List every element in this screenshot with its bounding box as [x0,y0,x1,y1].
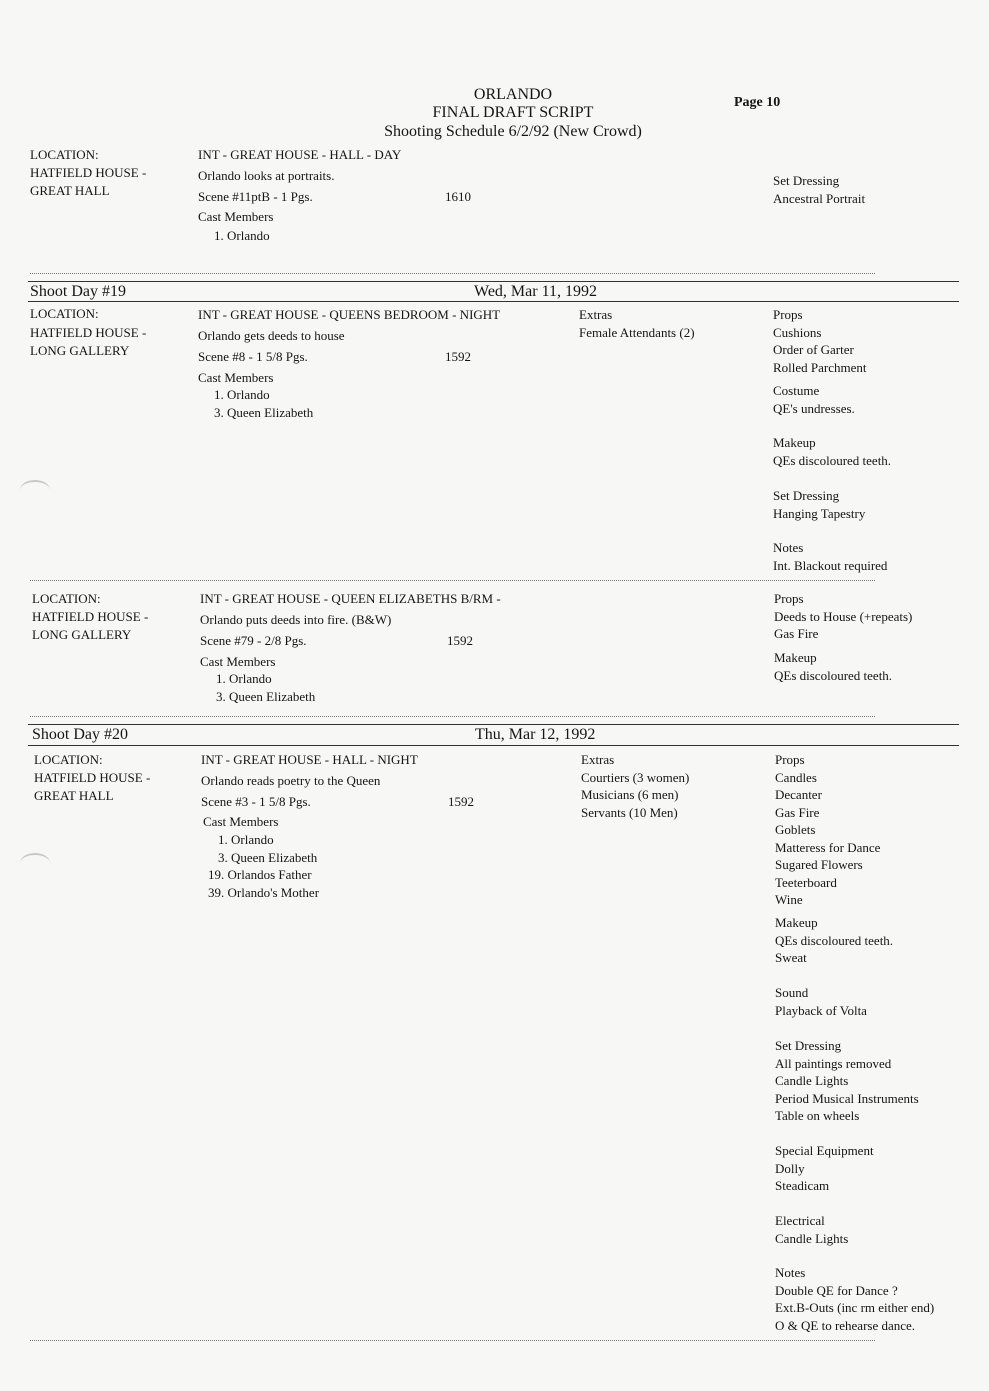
extras-group [581,751,689,821]
extras-item: Courtiers (3 women) [581,769,690,785]
group-title: Electrical [775,1213,825,1228]
set-heading: INT - GREAT HOUSE - QUEENS BEDROOM - NIGHT [198,307,501,322]
group-item: QEs discoloured teeth. [775,932,894,948]
department-group [775,914,893,967]
entry-divider [30,1340,875,1341]
cast-label: Cast Members [198,209,274,224]
group-item: QEs discoloured teeth. [773,452,892,468]
group-title: Makeup [773,435,816,450]
group-item: Int. Blackout required [773,557,888,573]
group-title: Costume [773,383,820,398]
group-item: Candle Lights [775,1230,849,1246]
cast-member: 1. Orlando [216,671,272,686]
cast-label: Cast Members [198,370,274,385]
scene-description: Orlando looks at portraits. [198,168,335,183]
cast-member: 1. Orlando [214,228,270,243]
cast-list [216,670,315,705]
cast-list [208,831,319,901]
page-number: Page 10 [734,95,781,110]
group-title: Set Dressing [773,488,840,503]
extras-label: Extras [579,307,613,322]
cast-label: Cast Members [200,654,276,669]
group-item: Goblets [775,822,816,837]
group-title: Makeup [774,650,817,665]
scene-year: 1592 [448,794,474,809]
location-line: HATFIELD HOUSE - [32,609,149,624]
location-line: HATFIELD HOUSE - [30,325,147,340]
group-title: Notes [773,540,804,555]
location-line: HATFIELD HOUSE - [34,770,151,785]
location-label: LOCATION: [30,147,99,162]
group-item: Gas Fire [775,804,820,820]
department-group [775,751,880,909]
group-item: Candles [775,769,817,785]
scene-number: Scene #79 - 2/8 Pgs. [200,633,307,648]
day-rule [28,301,959,302]
group-item: All paintings removed [775,1055,892,1071]
group-item: Sweat [775,950,807,965]
department-group [775,1037,919,1125]
punch-hole-mark [20,480,50,500]
department-group [775,1264,934,1334]
department-group [773,306,867,376]
group-item: Ext.B-Outs (inc rm either end) [775,1300,935,1315]
group-title: Makeup [775,915,818,930]
cast-member: 3. Queen Elizabeth [218,849,318,865]
cast-member: 19. Orlandos Father [208,867,312,882]
group-item: Ancestral Portrait [773,191,866,206]
cast-member: 3. Queen Elizabeth [214,404,314,420]
scene-year: 1610 [445,189,471,204]
group-title: Special Equipment [775,1143,874,1158]
cast-member: 3. Queen Elizabeth [216,688,316,704]
group-title: Sound [775,985,809,1000]
cast-member: 39. Orlando's Mother [208,884,320,900]
group-title: Notes [775,1265,806,1280]
group-item: Gas Fire [774,626,819,641]
group-item: O & QE to rehearse dance. [775,1317,916,1333]
cast-member: 1. Orlando [214,387,270,402]
scene-number: Scene #11ptB - 1 Pgs. [198,189,313,204]
document-subtitle: FINAL DRAFT SCRIPT [432,104,594,121]
cast-member: 1. Orlando [218,832,274,847]
group-item: Steadicam [775,1178,830,1193]
group-item: Matteress for Dance [775,839,881,855]
group-item: Order of Garter [773,342,854,357]
set-heading: INT - GREAT HOUSE - QUEEN ELIZABETHS B/RM - [200,591,501,606]
cast-list [214,227,270,245]
location-label: LOCATION: [34,752,103,767]
group-title: Set Dressing [773,173,840,188]
department-group [775,1212,848,1247]
scene-description: Orlando gets deeds to house [198,328,345,343]
day-rule [28,281,959,282]
shoot-day-date: Thu, Mar 12, 1992 [475,726,596,743]
location-line: HATFIELD HOUSE - [30,165,147,180]
group-item: Wine [775,892,803,907]
scene-description: Orlando puts deeds into fire. (B&W) [200,612,392,627]
shoot-day-label: Shoot Day #19 [30,283,126,300]
scene-number: Scene #8 - 1 5/8 Pgs. [198,349,308,364]
group-item: Hanging Tapestry [773,505,866,521]
punch-hole-mark [20,853,50,873]
extras-item: Female Attendants (2) [579,325,695,340]
extras-item: Musicians (6 men) [581,787,679,802]
location-line: GREAT HALL [30,183,110,198]
department-group [773,434,891,469]
set-heading: INT - GREAT HOUSE - HALL - DAY [198,147,402,162]
entry-divider [30,580,875,581]
group-item: Period Musical Instruments [775,1090,919,1106]
location-line: GREAT HALL [34,788,114,803]
group-item: QE's undresses. [773,400,855,416]
group-item: Teeterboard [775,874,837,890]
group-item: Rolled Parchment [773,359,867,375]
group-title: Props [775,752,805,767]
group-item: QEs discoloured teeth. [774,667,893,683]
shoot-day-date: Wed, Mar 11, 1992 [474,283,597,300]
shoot-day-label: Shoot Day #20 [32,726,128,743]
group-item: Cushions [773,324,822,340]
scene-year: 1592 [447,633,473,648]
cast-label: Cast Members [203,814,279,829]
group-item: Candle Lights [775,1073,849,1088]
scene-description: Orlando reads poetry to the Queen [201,773,381,788]
entry-divider [30,273,875,274]
group-item: Decanter [775,787,822,802]
department-group [773,382,855,417]
scene-year: 1592 [445,349,471,364]
extras-label: Extras [581,752,615,767]
entry-divider [30,716,875,717]
group-title: Props [774,591,804,606]
department-group [773,539,887,574]
group-item: Playback of Volta [775,1002,867,1018]
group-title: Set Dressing [775,1038,842,1053]
day-rule [28,745,959,746]
group-item: Table on wheels [775,1108,860,1123]
location-label: LOCATION: [32,591,101,606]
cast-list [214,386,313,421]
department-group [773,487,865,522]
group-item: Dolly [775,1160,805,1176]
location-line: LONG GALLERY [30,343,130,358]
group-item: Sugared Flowers [775,857,863,872]
department-group [774,649,892,684]
set-heading: INT - GREAT HOUSE - HALL - NIGHT [201,752,418,767]
group-title: Props [773,307,803,322]
group-item: Deeds to House (+repeats) [774,608,913,624]
extras-item: Servants (10 Men) [581,804,678,820]
day-rule [28,724,959,725]
department-group [775,984,867,1019]
document-title: ORLANDO [473,86,553,103]
group-item: Double QE for Dance ? [775,1282,898,1298]
schedule-title: Shooting Schedule 6/2/92 (New Crowd) [384,123,642,140]
department-group [775,1142,874,1195]
scene-number: Scene #3 - 1 5/8 Pgs. [201,794,311,809]
location-line: LONG GALLERY [32,627,132,642]
location-label: LOCATION: [30,306,99,321]
department-group [774,590,912,643]
